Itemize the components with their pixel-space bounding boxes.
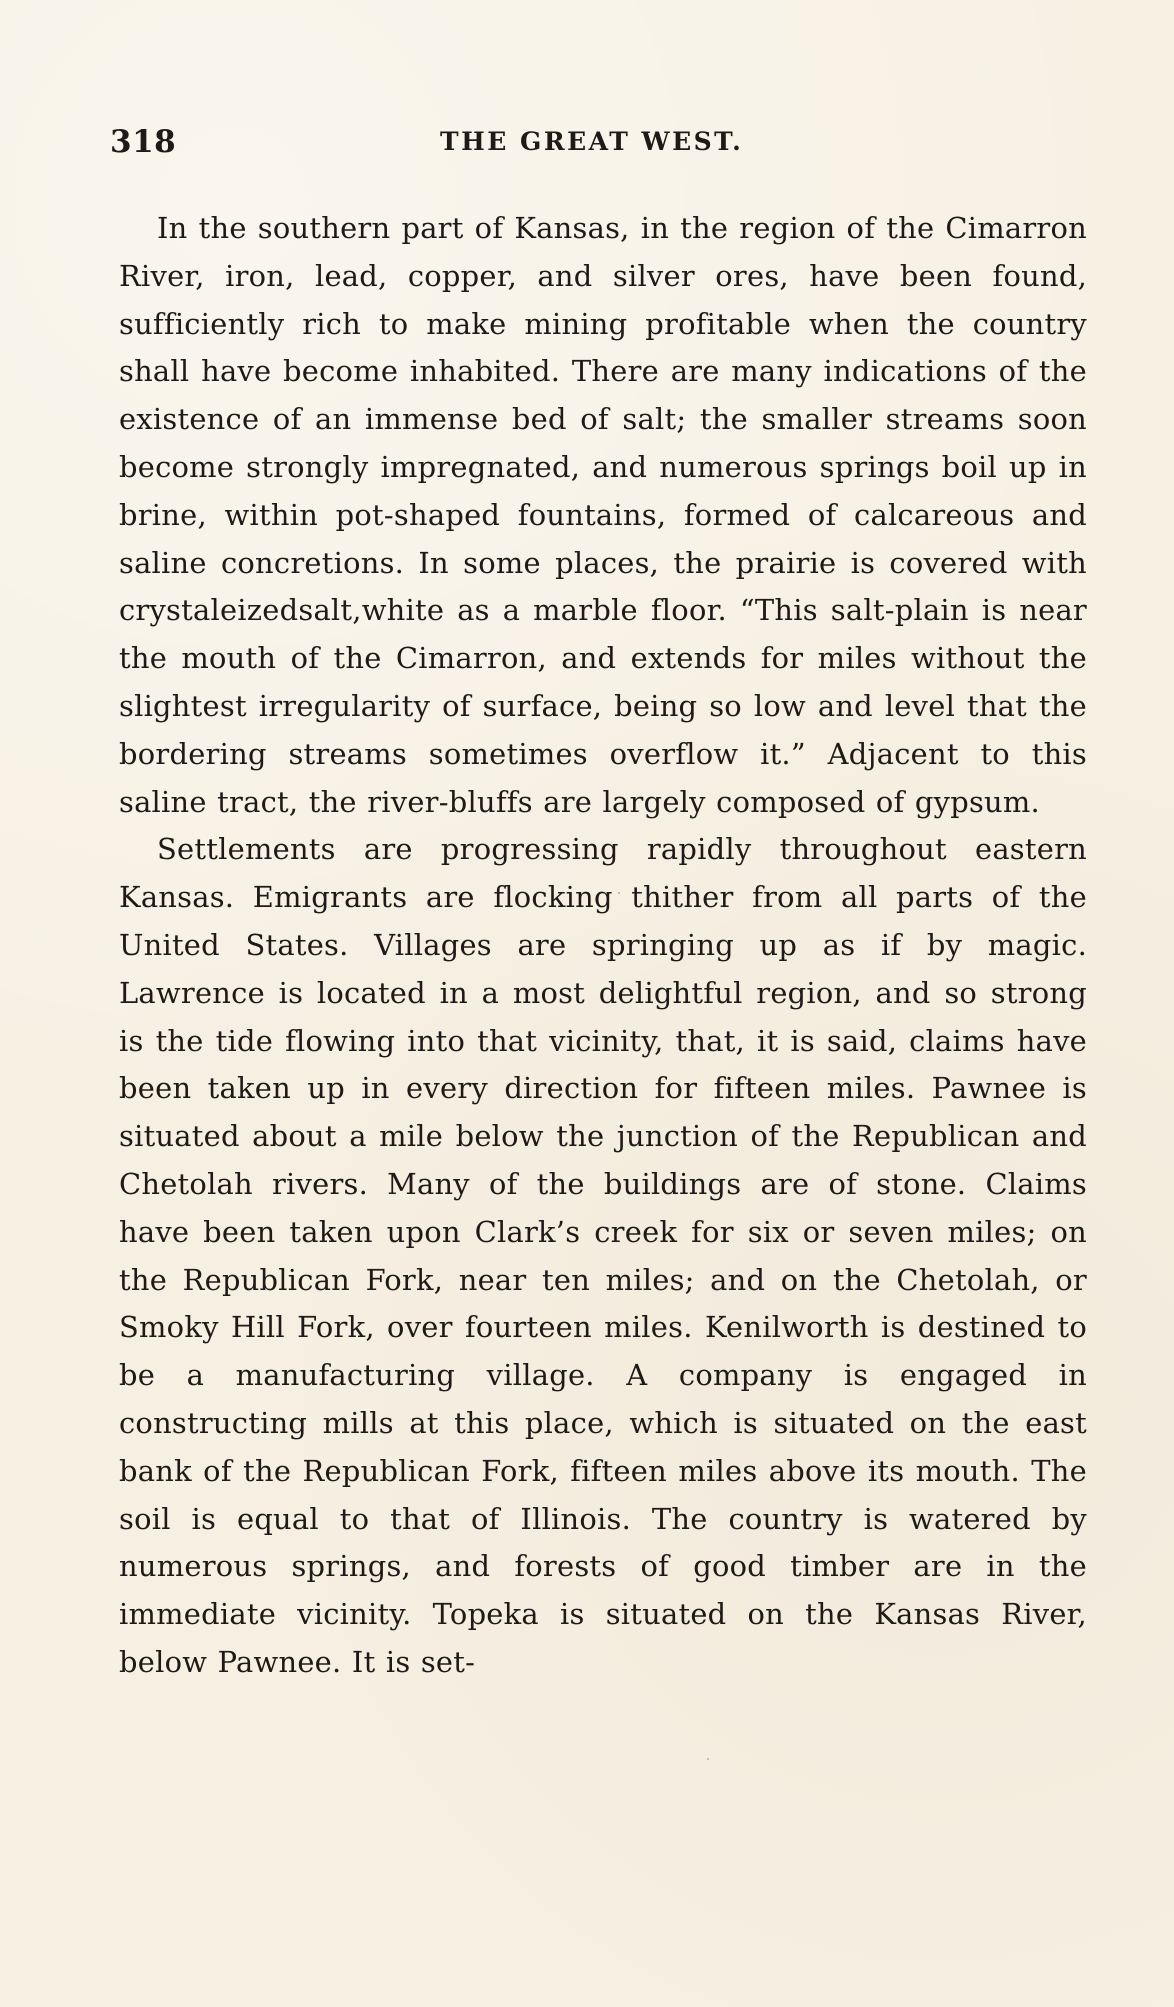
paragraph-2: Settlements are progressing rapidly throughout eastern Kansas. Emigrants are flocking thither from all parts of the United States. Villages are springing up as if by magic. Lawrence is located in a most delightful region, and so strong is the tide flowing into that vicinity, that, it is said, claims have been taken up in every direction for fifteen miles. Pawnee is situated about a mile below the junction of the Republican and Chetolah rivers. Many of the buildings are of stone. Claims have been taken upon Clark’s creek for six or seven miles; on the Republican Fork, near ten miles; and on the Chetolah, or Smoky Hill Fork, over fourteen miles. Kenilworth is destined to be a manufacturing village. A company is engaged in constructing mills at this place, which is situated on the east bank of the Republican Fork, fifteen miles above its mouth. The soil is equal to that of Illinois. The country is watered by numerous springs, and forests of good timber are in the immediate vicinity. Topeka is situated on the Kansas River, below Pawnee. It is set- <box>119 832 1087 1679</box>
page-header <box>110 122 1070 162</box>
paragraph-1: In the southern part of Kansas, in the region of the Cimarron River, iron, lead, copper, and silver ores, have been found, sufficiently rich to make mining profitable when the country shall have become inhabited. There are many indications of the existence of an immense bed of salt; the smaller streams soon become strongly impregnated, and numerous springs boil up in brine, within pot-shaped fountains, formed of calcareous and saline concretions. In some places, the prairie is covered with crystaleizedsalt,white as a marble floor. “This salt-plain is near the mouth of the Cimarron, and extends for miles without the slightest irregularity of surface, being so low and level that the bordering streams sometimes overflow it.” Adjacent to this saline tract, the river-bluffs are largely composed of gypsum. <box>119 211 1087 819</box>
page-body <box>119 205 1087 1925</box>
running-title: THE GREAT WEST. <box>440 127 744 156</box>
paper-speck <box>618 892 620 894</box>
paper-speck <box>707 1758 709 1760</box>
page-number: 318 <box>110 124 177 160</box>
